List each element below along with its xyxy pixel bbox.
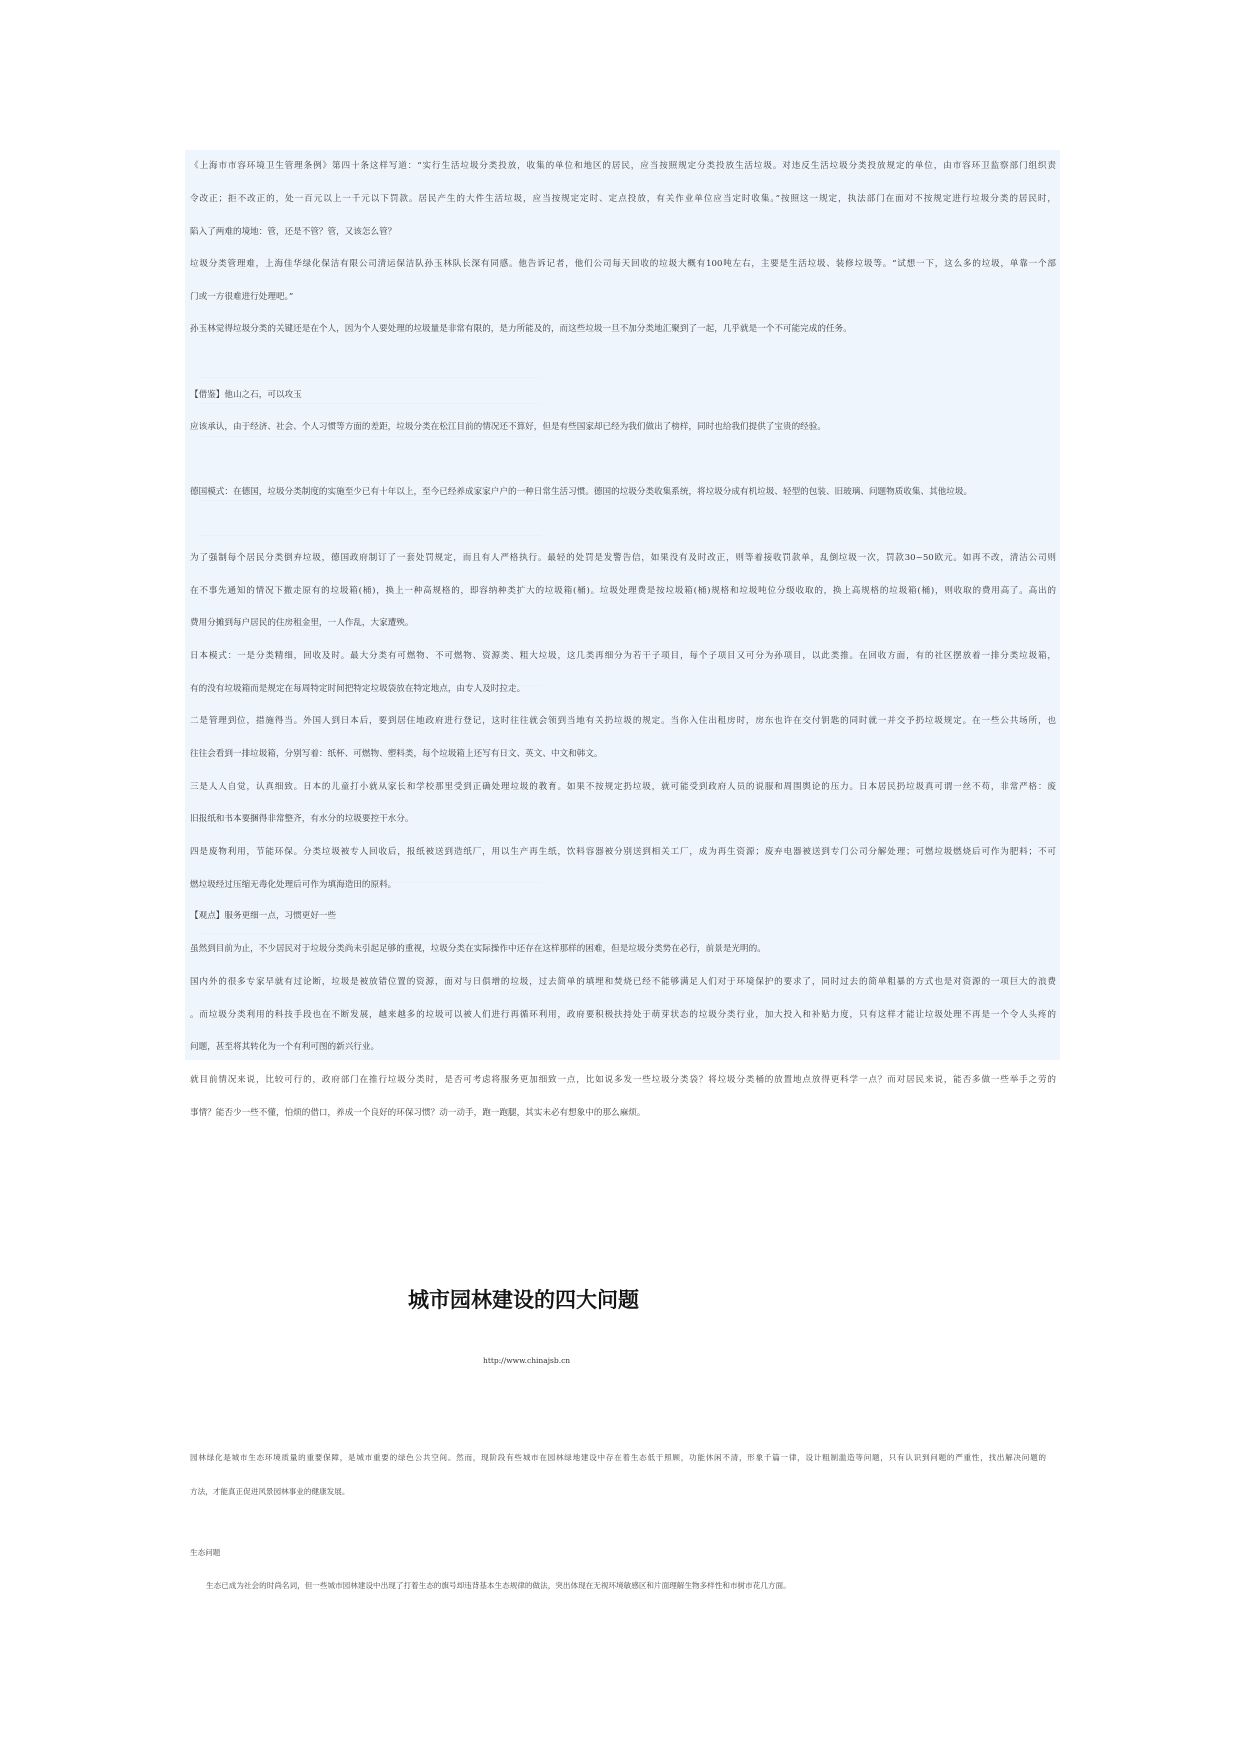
section-heading: 生态问题 (190, 1548, 221, 1557)
paragraph-line: 二是管理到位，措施得当。外国人到日本后，要到居住地政府进行登记，这时往往就会领到当地有关扔垃圾的规定。当你入住出租房时，房东也许在交付钥匙的同时就一并交予扔垃圾规定。在一些公共场所，也 (190, 716, 1056, 726)
paragraph-line: 孙玉林觉得垃圾分类的关键还是在个人，因为个人要处理的垃圾量是非常有限的，是力所能及的，而这些垃圾一旦不加分类地汇聚到了一起，几乎就是一个不可能完成的任务。 (190, 324, 852, 334)
paragraph-line: 就目前情况来说，比较可行的，政府部门在推行垃圾分类时，是否可考虑将服务更加细致一点，比如说多发一些垃圾分类袋？将垃圾分类桶的放置地点放得更科学一点？而对居民来说，能否多做一些举手之劳的 (190, 1075, 1056, 1085)
paragraph-line: 问题，甚至将其转化为一个有利可图的新兴行业。 (190, 1042, 380, 1052)
divider (200, 933, 540, 934)
paragraph-line: 方法，才能真正促进风景园林事业的健康发展。 (190, 1487, 350, 1496)
paragraph-line: 在不事先通知的情况下撤走原有的垃圾箱(桶)，换上一种高规格的，即容纳种类扩大的垃圾箱(桶)。垃圾处理费是按垃圾箱(桶)规格和垃圾吨位分级收取的，换上高规格的垃圾箱(桶)，则收取的费用高了。高出的 (190, 586, 1056, 596)
divider (200, 500, 540, 501)
paragraph-line: 为了强制每个居民分类倒弃垃圾，德国政府制订了一套处罚规定，而且有人严格执行。最轻的处罚是发警告信，如果没有及时改正，则等着接收罚款单，乱倒垃圾一次，罚款30~50欧元。如再不改，清洁公司则 (190, 553, 1056, 563)
paragraph-line: 德国模式：在德国，垃圾分类制度的实施至少已有十年以上，至今已经养成家家户户的一种日常生活习惯。德国的垃圾分类收集系统，将垃圾分成有机垃圾、轻型的包装、旧玻璃、问题物质收集、其他垃圾。 (190, 487, 973, 497)
paragraph-line: 。而垃圾分类利用的科技手段也在不断发展，越来越多的垃圾可以被人们进行再循环利用，政府要积极扶持处于萌芽状态的垃圾分类行业，加大投入和补贴力度，只有这样才能让垃圾处理不再是一个令人头疼的 (190, 1010, 1056, 1020)
paragraph-line: 令改正；拒不改正的，处一百元以上一千元以下罚款。居民产生的大件生活垃圾，应当按规定定时、定点投放，有关作业单位应当定时收集。”按照这一规定，执法部门在面对不按规定进行垃圾分类的居民时， (190, 194, 1056, 204)
paragraph-line: 日本模式：一是分类精细，回收及时。最大分类有可燃物、不可燃物、资源类、粗大垃圾，这几类再细分为若干子项目，每个子项目又可分为孙项目，以此类推。在回收方面，有的社区摆放着一排分类垃圾箱， (190, 651, 1056, 661)
divider (200, 377, 540, 378)
paragraph-line: 往往会看到一排垃圾箱，分别写着：纸杯、可燃物、塑料类，每个垃圾箱上还写有日文、英文、中文和韩文。 (190, 749, 603, 759)
paragraph-line: 垃圾分类管理难，上海佳华绿化保洁有限公司清运保洁队孙玉林队长深有同感。他告诉记者，他们公司每天回收的垃圾大概有100吨左右，主要是生活垃圾、装修垃圾等。“试想一下，这么多的垃圾，单靠一个部 (190, 259, 1056, 269)
paragraph-line: 陷入了两难的境地：管，还是不管？管，又该怎么管？ (190, 227, 397, 237)
paragraph-line: 虽然到目前为止，不少居民对于垃圾分类尚未引起足够的重视，垃圾分类在实际操作中还存在这样那样的困难，但是垃圾分类势在必行，前景是光明的。 (190, 944, 766, 954)
divider (200, 436, 540, 437)
source-url: http://www.chinajsb.cn (483, 1356, 571, 1365)
paragraph-line: 三是人人自觉，认真细致。日本的儿童打小就从家长和学校那里受到正确处理垃圾的教育。如果不按规定扔垃圾，就可能受到政府人员的说服和周围舆论的压力。日本居民扔垃圾真可谓一丝不苟，非常严格：废 (190, 782, 1056, 792)
paragraph-line: 应该承认，由于经济、社会、个人习惯等方面的差距，垃圾分类在松江目前的情况还不算好，但是有些国家却已经为我们做出了榜样，同时也给我们提供了宝贵的经验。 (190, 422, 826, 432)
paragraph-line: 《上海市市容环境卫生管理条例》第四十条这样写道：“实行生活垃圾分类投放，收集的单位和地区的居民，应当按照规定分类投放生活垃圾。对违反生活垃圾分类投放规定的单位，由市容环卫监察部门组织责 (190, 161, 1056, 171)
paragraph-line: 事情？能否少一些不懂，怕烦的借口，养成一个良好的环保习惯？动一动手，跑一跑腿，其实未必有想象中的那么麻烦。 (190, 1108, 646, 1118)
section-heading: 【借鉴】他山之石，可以攻玉 (190, 390, 302, 400)
section-heading: 【观点】服务更细一点，习惯更好一些 (190, 911, 337, 921)
paragraph-line: 园林绿化是城市生态环境质量的重要保障，是城市重要的绿色公共空间。然而，现阶段有些城市在园林绿地建设中存在着生态低于照顾，功能休闲不清，形象千篇一律，设计粗制滥造等问题，只有认识到问题的严重性，找出解决问题的 (190, 1453, 1046, 1462)
paragraph-line: 四是废物利用，节能环保。分类垃圾被专人回收后，报纸被送到造纸厂，用以生产再生纸，饮料容器被分别送到相关工厂，成为再生资源；废弃电器被送到专门公司分解处理；可燃垃圾燃烧后可作为肥料；不可 (190, 847, 1056, 857)
divider (200, 535, 540, 536)
paragraph-line: 国内外的很多专家早就有过论断，垃圾是被放错位置的资源，面对与日俱增的垃圾，过去简单的填埋和焚烧已经不能够满足人们对于环境保护的要求了，同时过去的简单粗暴的方式也是对资源的一项巨大的浪费 (190, 977, 1056, 987)
paragraph-line: 生态已成为社会的时尚名词，但一些城市园林建设中出现了打着生态的旗号却违背基本生态规律的做法，突出体现在无视环境敏感区和片面理解生物多样性和市树市花几方面。 (206, 1581, 791, 1590)
paragraph-line: 燃垃圾经过压缩无毒化处理后可作为填海造田的原料。 (190, 880, 397, 890)
divider (200, 403, 540, 404)
paragraph-line: 门或一方很难进行处理吧。” (190, 292, 294, 302)
article-background (185, 150, 1060, 1060)
paragraph-line: 旧报纸和书本要捆得非常整齐，有水分的垃圾要控干水分。 (190, 814, 414, 824)
paragraph-line: 有的没有垃圾箱而是规定在每周特定时间把特定垃圾袋放在特定地点，由专人及时拉走。 (190, 684, 526, 694)
paragraph-line: 费用分摊到每户居民的住房租金里，一人作乱，大家遭殃。 (190, 618, 414, 628)
article-title: 城市园林建设的四大问题 (408, 1288, 639, 1312)
